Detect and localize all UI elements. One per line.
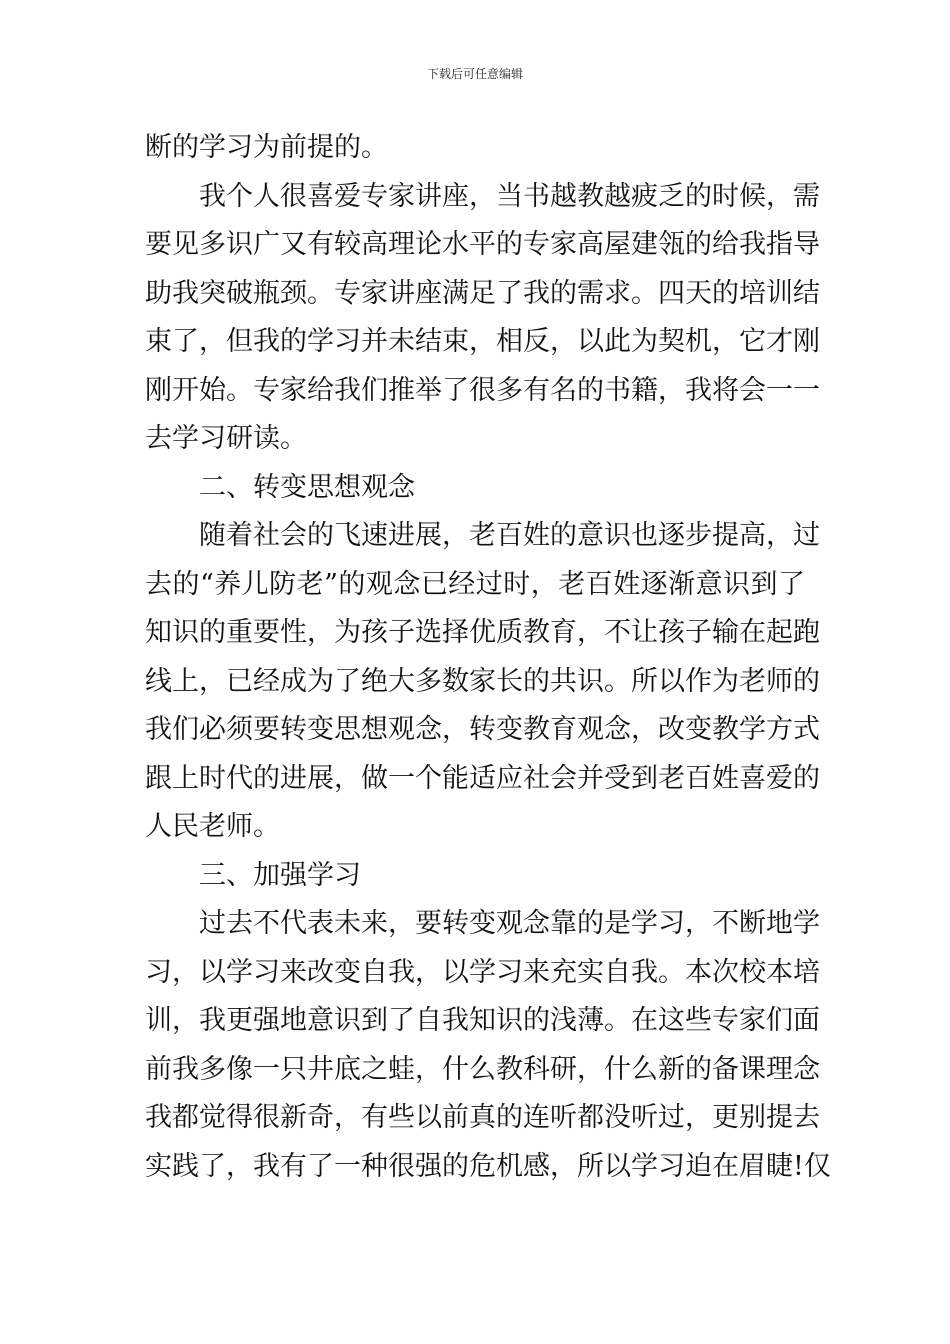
section-heading: 二、转变思想观念 (199, 471, 415, 503)
text-line: 去的“养儿防老”的观念已经过时，老百姓逐渐意识到了 (145, 568, 805, 600)
section-heading: 三、加强学习 (199, 859, 361, 891)
text-line: 我都觉得很新奇，有些以前真的连听都没听过，更别提去 (145, 1102, 820, 1133)
text-line: 随着社会的飞速进展，老百姓的意识也逐步提高，过 (199, 520, 820, 551)
text-line: 前我多像一只井底之蛙，什么教科研，什么新的备课理念 (145, 1053, 820, 1085)
text-line: 训，我更强地意识到了自我知识的浅薄。在这些专家们面 (145, 1005, 820, 1036)
text-line: 过去不代表未来，要转变观念靠的是学习，不断地学 (199, 908, 820, 939)
text-line: 知识的重要性，为孩子选择优质教育，不让孩子输在起跑 (145, 617, 820, 648)
text-line: 助我突破瓶颈。专家讲座满足了我的需求。四天的培训结 (145, 277, 820, 309)
text-line: 我们必须要转变思想观念，转变教育观念，改变教学方式 (145, 714, 820, 745)
text-line: 断的学习为前提的。 (145, 132, 388, 163)
text-line: 去学习研读。 (145, 423, 307, 454)
text-line: 刚开始。专家给我们推举了很多有名的书籍，我将会一一 (145, 374, 820, 406)
text-line: 要见多识广又有较高理论水平的专家高屋建瓴的给我指导 (145, 229, 820, 260)
text-line: 跟上时代的进展，做一个能适应社会并受到老百姓喜爱的 (145, 762, 820, 794)
page-header: 下载后可任意编辑 (426, 67, 523, 81)
text-line: 我个人很喜爱专家讲座，当书越教越疲乏的时候，需 (199, 180, 820, 212)
document-body (145, 124, 831, 1191)
text-line: 束了，但我的学习并未结束，相反，以此为契机，它才刚 (145, 326, 820, 357)
text-line: 人民老师。 (145, 811, 280, 842)
text-line: 实践了，我有了一种很强的危机感，所以学习迫在眉睫!仅 (145, 1150, 831, 1182)
text-line: 习，以学习来改变自我，以学习来充实自我。本次校本培 (145, 956, 820, 988)
text-line: 线上，已经成为了绝大多数家长的共识。所以作为老师的 (145, 665, 820, 697)
